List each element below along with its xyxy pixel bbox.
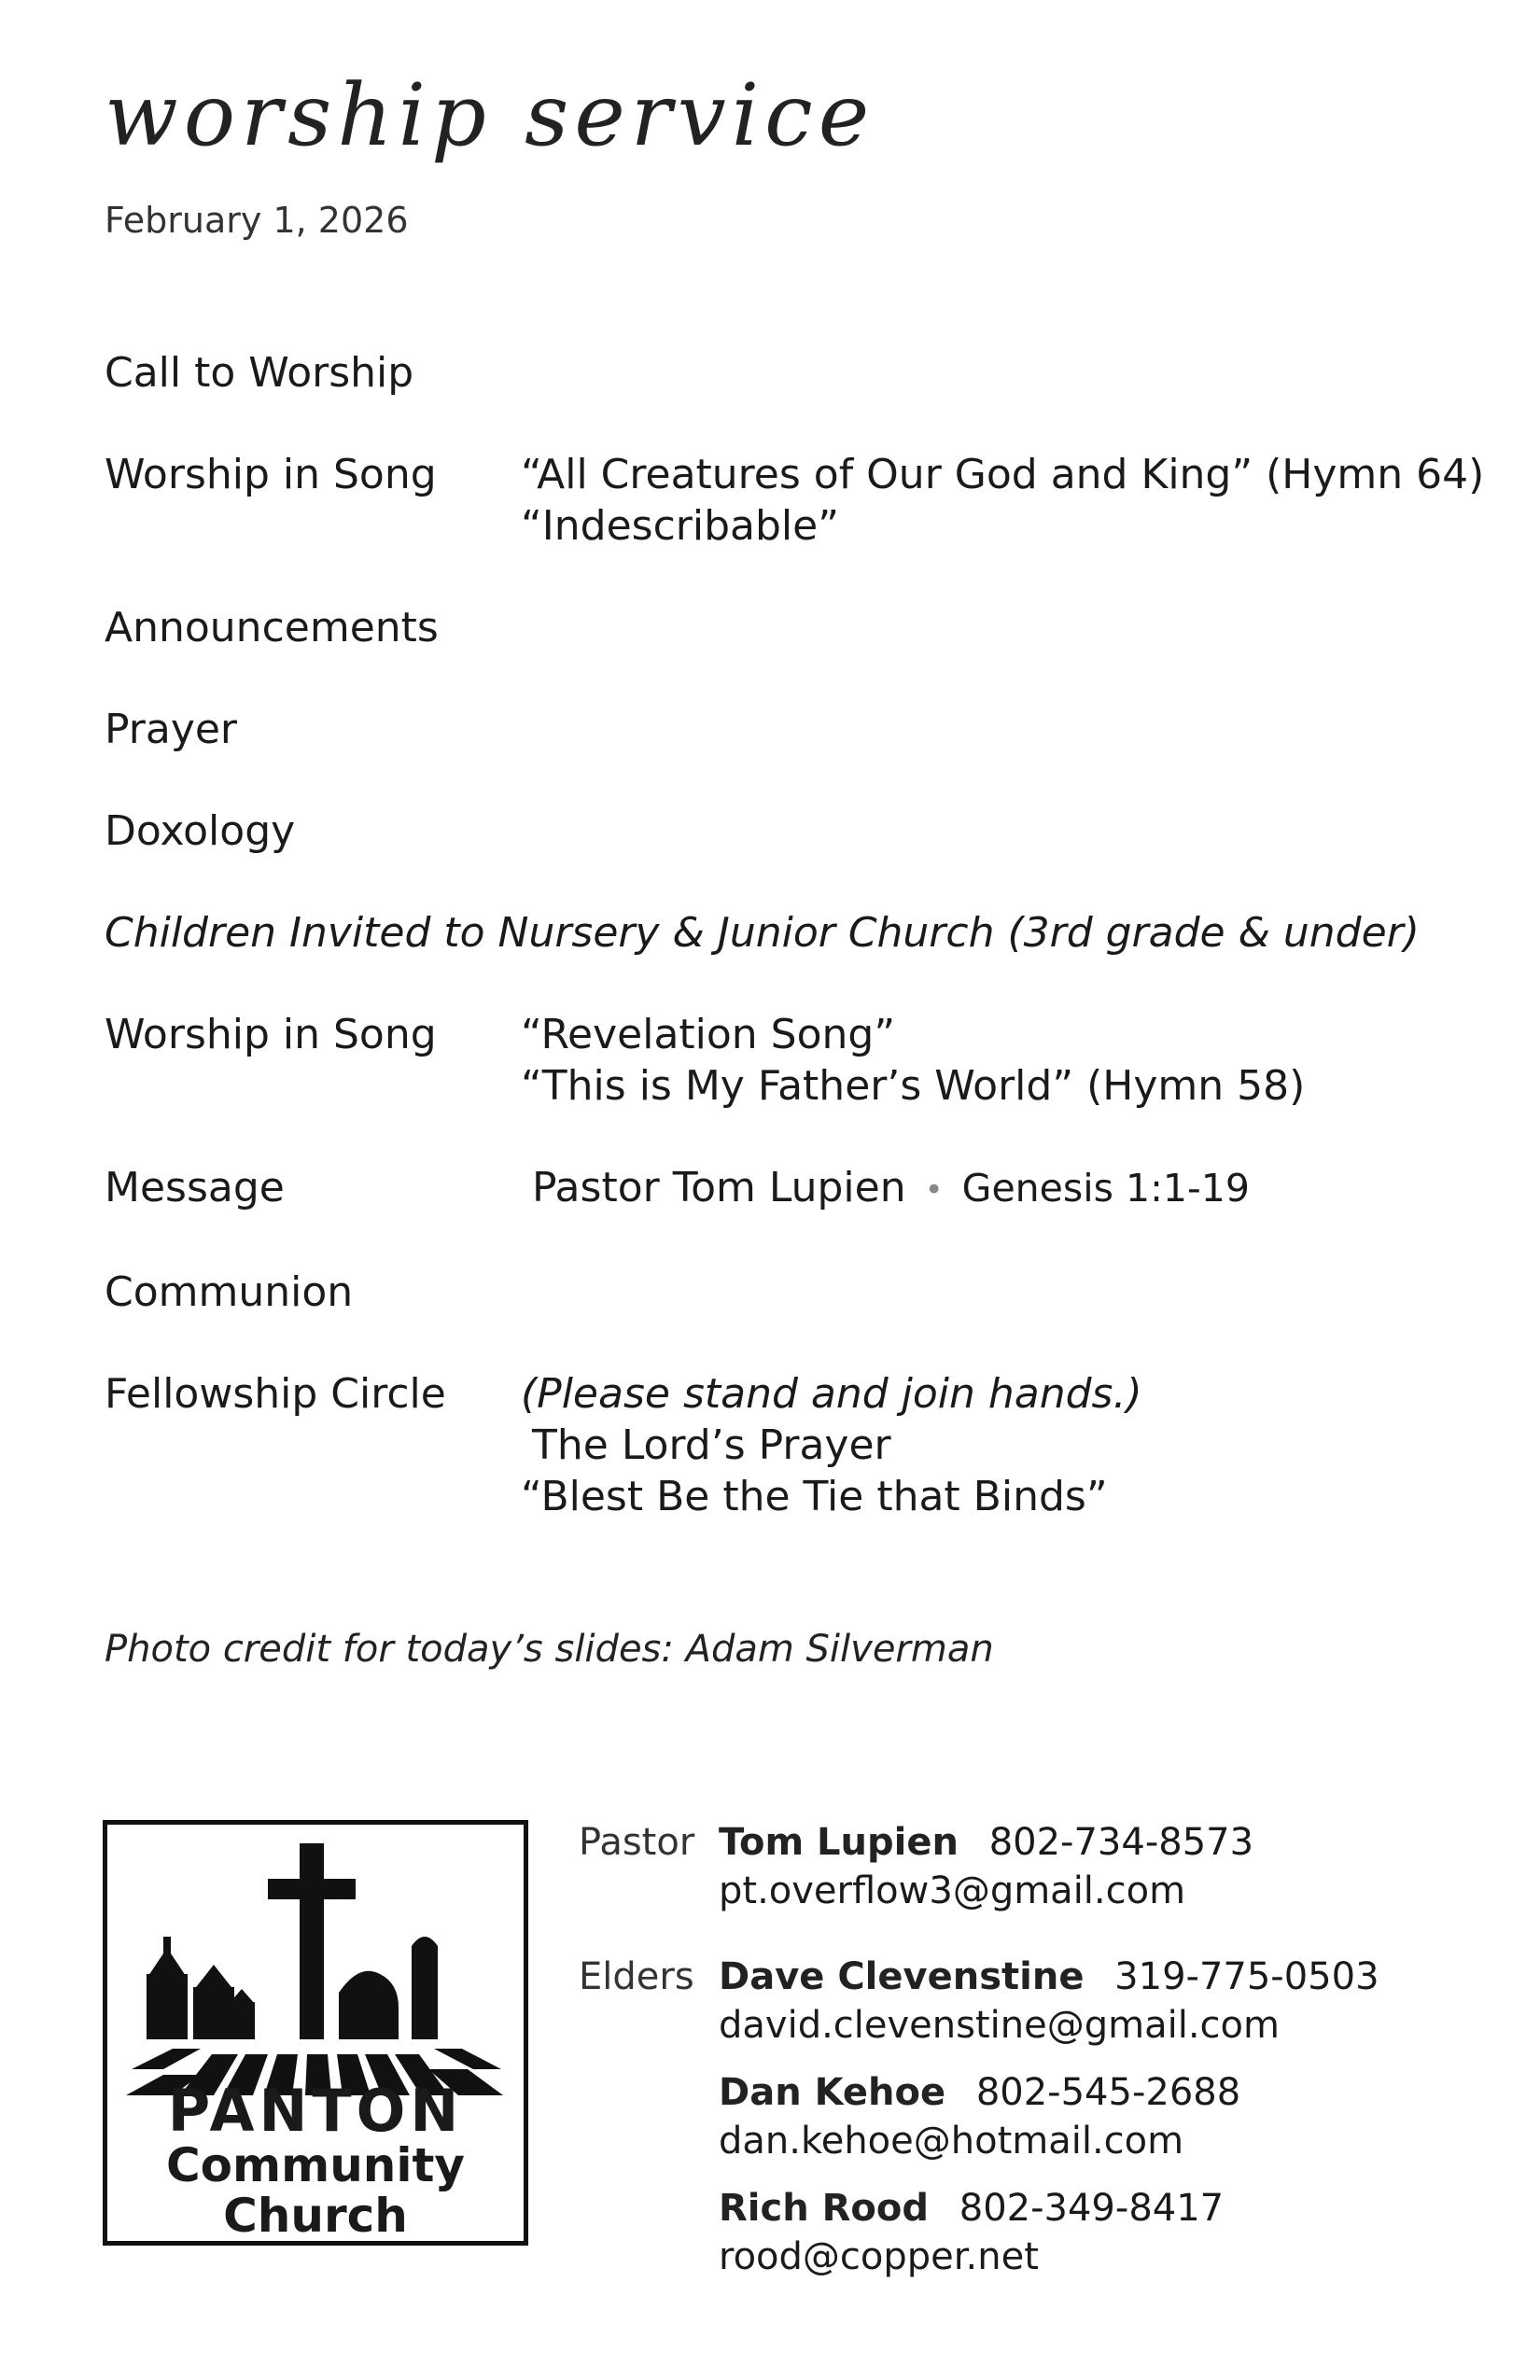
contact-email: pt.overflow3@gmail.com <box>719 1869 1186 1912</box>
logo-text-church: Church <box>223 2189 408 2243</box>
order-item-label: Communion <box>105 1267 354 1316</box>
contact-person <box>719 1818 1512 1915</box>
order-item-label: Prayer <box>105 706 238 753</box>
bullet-separator: • <box>924 1170 944 1209</box>
photo-credit: Photo credit for today’s slides: Adam Silverman <box>105 1628 994 1671</box>
elders-contact-group <box>579 1953 1512 2300</box>
prayer-title: The Lord’s Prayer <box>532 1421 891 1469</box>
message-speaker: Pastor Tom Lupien <box>532 1164 906 1211</box>
contact-phone: 802-349-8417 <box>959 2187 1225 2230</box>
contact-person <box>719 2068 1512 2165</box>
order-item-label: Message <box>105 1164 285 1211</box>
church-logo <box>103 1820 528 2246</box>
song-title: “Indescribable” <box>521 502 839 550</box>
pastor-contact-group <box>579 1818 1512 1934</box>
contact-phone: 802-545-2688 <box>975 2071 1241 2114</box>
order-item-label: Doxology <box>105 807 296 855</box>
song-title: “Blest Be the Tie that Binds” <box>521 1472 1108 1520</box>
contact-name: Tom Lupien <box>719 1821 959 1864</box>
order-item-label: Fellowship Circle <box>105 1369 446 1418</box>
contact-person <box>719 1953 1512 2050</box>
order-item-label: Announcements <box>105 604 439 651</box>
order-item <box>105 1368 1486 1522</box>
order-item-label: Call to Worship <box>105 349 414 397</box>
song-title: “This is My Father’s World” (Hymn 58) <box>521 1062 1306 1110</box>
contact-name: Dan Kehoe <box>719 2071 946 2114</box>
contact-phone: 319-775-0503 <box>1114 1955 1379 1998</box>
order-item-children-note <box>105 907 1486 959</box>
order-item <box>105 805 1486 857</box>
order-item <box>105 602 1486 653</box>
contact-person <box>719 2184 1512 2281</box>
order-item-label: Worship in Song <box>105 1011 437 1058</box>
order-item-label: Worship in Song <box>105 451 437 498</box>
logo-text-community-church <box>107 2140 524 2241</box>
page-title: worship service <box>105 65 875 165</box>
order-item-label: Children Invited to Nursery & Junior Church (3rd grade & under) <box>105 909 1420 957</box>
contact-name: Dave Clevenstine <box>719 1955 1085 1998</box>
order-item <box>105 1267 1486 1318</box>
contact-email: rood@copper.net <box>719 2235 1039 2278</box>
role-label: Pastor <box>579 1821 695 1864</box>
song-title: “All Creatures of Our God and King” (Hymn 64) <box>521 451 1485 498</box>
role-label: Elders <box>579 1955 694 1998</box>
order-of-service <box>105 347 1486 1573</box>
order-item <box>105 1009 1486 1112</box>
order-item <box>105 449 1486 552</box>
order-item <box>105 1162 1486 1216</box>
contact-email: dan.kehoe@hotmail.com <box>719 2120 1184 2163</box>
contact-email: david.clevenstine@gmail.com <box>719 2004 1280 2047</box>
instruction-note: (Please stand and join hands.) <box>521 1369 1142 1418</box>
order-item <box>105 347 1486 399</box>
contact-phone: 802-734-8573 <box>988 1821 1254 1864</box>
song-title: “Revelation Song” <box>521 1011 896 1058</box>
order-item <box>105 704 1486 755</box>
contacts-section <box>579 1818 1512 2318</box>
logo-text-panton: PANTON <box>167 2077 464 2145</box>
service-date: February 1, 2026 <box>105 200 409 241</box>
contact-name: Rich Rood <box>719 2187 930 2230</box>
message-scripture: Genesis 1:1-19 <box>961 1166 1250 1211</box>
logo-text-community: Community <box>165 2138 466 2192</box>
